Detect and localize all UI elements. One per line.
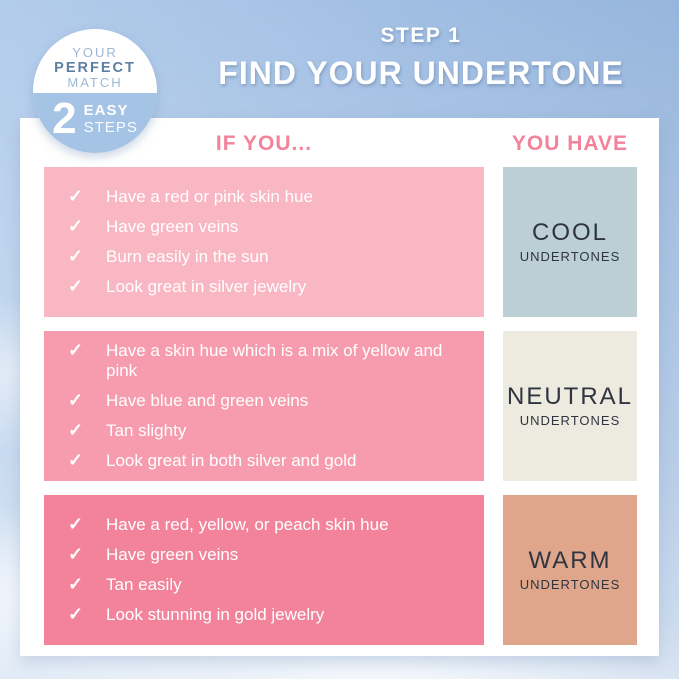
checkmark-icon: ✓ [68, 513, 84, 534]
trait-item [68, 421, 474, 441]
badge-word-steps: STEPS [83, 118, 138, 136]
undertone-result-box [503, 331, 637, 481]
column-header-you-have: YOU HAVE [511, 132, 629, 155]
checkmark-icon: ✓ [68, 339, 84, 360]
badge-top-half [33, 29, 157, 93]
trait-text: Look great in silver jewelry [106, 276, 307, 296]
badge-step-count: 2 [52, 94, 77, 143]
two-easy-steps-badge [33, 29, 157, 153]
column-header-if-you: IF YOU... [215, 132, 313, 155]
badge-word-perfect: PERFECT [54, 60, 136, 77]
trait-text: Burn easily in the sun [106, 246, 269, 266]
trait-text: Have green veins [106, 545, 239, 565]
trait-item [68, 515, 474, 535]
trait-item [68, 341, 474, 381]
trait-item [68, 247, 474, 267]
undertone-name: NEUTRAL [506, 382, 634, 410]
trait-item [68, 545, 474, 565]
undertone-result-box [503, 495, 637, 645]
checkmark-icon: ✓ [68, 604, 84, 625]
badge-word-your: YOUR [72, 44, 118, 60]
rows [44, 167, 637, 645]
undertone-sub-label: UNDERTONES [519, 577, 621, 593]
checkmark-icon: ✓ [68, 215, 84, 236]
trait-item [68, 217, 474, 237]
trait-text: Have a red or pink skin hue [106, 186, 313, 206]
trait-text: Look great in both silver and gold [106, 451, 357, 471]
undertone-row [44, 167, 637, 317]
trait-item [68, 391, 474, 411]
traits-box [44, 167, 484, 317]
undertone-card [20, 118, 659, 656]
undertone-row [44, 495, 637, 645]
undertone-row [44, 331, 637, 481]
checkmark-icon: ✓ [68, 245, 84, 266]
trait-item [68, 451, 474, 471]
checkmark-icon: ✓ [68, 389, 84, 410]
trait-text: Tan slighty [106, 421, 187, 441]
trait-item [68, 605, 474, 625]
checkmark-icon: ✓ [68, 185, 84, 206]
traits-box [44, 495, 484, 645]
trait-text: Have green veins [106, 216, 239, 236]
trait-text: Tan easily [106, 575, 182, 595]
trait-item [68, 277, 474, 297]
trait-item [68, 187, 474, 207]
undertone-result-box [503, 167, 637, 317]
checkmark-icon: ✓ [68, 450, 84, 471]
checkmark-icon: ✓ [68, 544, 84, 565]
trait-text: Have blue and green veins [106, 390, 309, 410]
trait-text: Look stunning in gold jewelry [106, 605, 325, 625]
undertone-name: COOL [531, 218, 608, 246]
undertone-sub-label: UNDERTONES [519, 413, 621, 429]
trait-item [68, 575, 474, 595]
trait-text: Have a red, yellow, or peach skin hue [106, 514, 389, 534]
checkmark-icon: ✓ [68, 574, 84, 595]
badge-steps-label [84, 103, 138, 136]
undertone-sub-label: UNDERTONES [519, 249, 621, 265]
page-title: FIND YOUR UNDERTONE [218, 55, 624, 91]
badge-word-match: MATCH [67, 75, 123, 91]
trait-text: Have a skin hue which is a mix of yellow and pink [106, 340, 443, 380]
checkmark-icon: ✓ [68, 420, 84, 441]
badge-word-easy: EASY [83, 102, 129, 119]
checkmark-icon: ✓ [68, 275, 84, 296]
undertone-name: WARM [528, 546, 612, 574]
step-label: STEP 1 [380, 24, 462, 47]
header-titles [181, 24, 661, 92]
traits-box [44, 331, 484, 481]
